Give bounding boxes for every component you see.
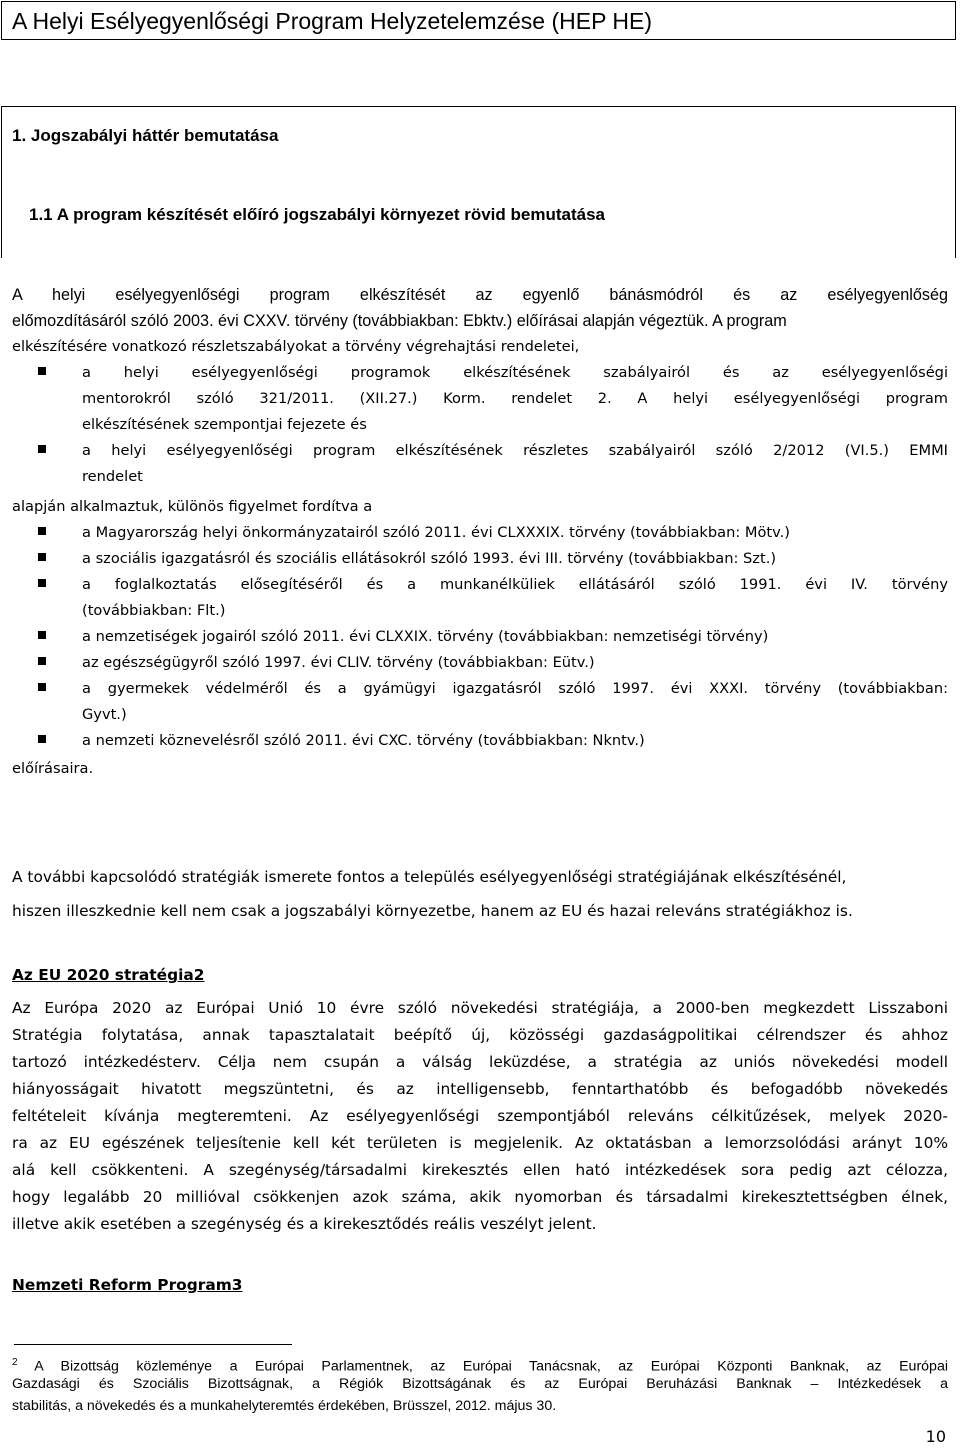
intro-line-1: A helyi esélyegyenlőségi program elkészítését az egyenlő bánásmódról és az esélyegyenlőség — [12, 286, 948, 304]
bullet-b5: az egészségügyről szóló 1997. évi CLIV. törvény (továbbiakban: Eütv.) — [82, 654, 595, 671]
eu2020-line: illetve akik esetében a szegénység és a kirekesztődés reális veszélyt jelent. — [12, 1215, 597, 1233]
page-title: A Helyi Esélyegyenlőségi Program Helyzetelemzése (HEP HE) — [12, 8, 653, 34]
eu2020-line: hogy legalább 20 millióval csökkenjen azok száma, akik nyomorban és társadalmi kirekesztettségben élnek, — [12, 1188, 948, 1206]
bullet-marker — [38, 657, 46, 665]
page-number: 10 — [925, 1427, 946, 1446]
bullet-b6-line-2: Gyvt.) — [82, 706, 127, 723]
bullet-marker — [38, 367, 46, 375]
footnote-line-3: stabilitás, a növekedés és a munkahelyteremtés érdekében, Brüsszel, 2012. május 30. — [12, 1398, 557, 1414]
bullet-b4: a nemzetiségek jogairól szóló 2011. évi CLXXIX. törvény (továbbiakban: nemzetiségi törvény) — [82, 628, 769, 645]
bullet-marker — [38, 579, 46, 587]
bullet-b3-line-1: a foglalkoztatás elősegítéséről és a munkanélküliek ellátásáról szóló 1991. évi IV. törvény — [82, 576, 948, 593]
intro-line-2 — [12, 308, 787, 334]
footnote-line-1-text: A Bizottság közleménye a Európai Parlamentnek, az Európai Tanácsnak, az Európai Központi Banknak, az Európai — [34, 1358, 948, 1375]
eu2020-line: hiányosságait hivatott megszüntetni, és az intelligensebb, fenntarthatóbb és befogadóbb növekedés — [12, 1080, 948, 1098]
eu2020-line: ra az EU egészének teljesítenie kell két területen is megjelenik. Az oktatásban a lemorzsolódási arányt 10% — [12, 1134, 948, 1152]
eu2020-line: Az Európa 2020 az Európai Unió 10 évre szóló növekedési stratégiája, a 2000-ben megkezdett Lisszaboni — [12, 999, 948, 1017]
bullet-marker — [38, 445, 46, 453]
bullet-b3-line-2: (továbbiakban: Flt.) — [82, 602, 226, 619]
section-1-heading: 1. Jogszabályi háttér bemutatása — [12, 126, 279, 145]
bullet-b2: a szociális igazgatásról és szociális ellátásokról szóló 1993. évi III. törvény (továbbiakban: Szt.) — [82, 550, 777, 567]
footnote-marker: 2 — [12, 1357, 18, 1368]
footnote-rule — [14, 1344, 292, 1345]
eu2020-line: tartozó intézkedésterv. Célja nem csupán a válság leküzdése, a stratégia az uniós növekedési modell — [12, 1053, 948, 1071]
mid-text: alapján alkalmaztuk, különös figyelmet fordítva a — [12, 498, 373, 515]
bullet-marker — [38, 553, 46, 561]
strategies-line-1: A további kapcsolódó stratégiák ismerete fontos a település esélyegyenlőségi stratégiájának elkészítésénél, — [12, 868, 847, 886]
bullet-b6-line-1: a gyermekek védelméről és a gyámügyi igazgatásról szóló 1997. évi XXXI. törvény (továbbiakban: — [82, 680, 948, 697]
bullet-marker — [38, 631, 46, 639]
bullet-a1-line-1: a helyi esélyegyenlőségi programok elkészítésének szabályairól és az esélyegyenlőségi — [82, 364, 948, 381]
bullet-b1: a Magyarország helyi önkormányzatairól szóló 2011. évi CLXXXIX. törvény (továbbiakban: Mötv.) — [82, 524, 790, 541]
strategies-line-2: hiszen illeszkednie kell nem csak a jogszabályi környezetbe, hanem az EU és hazai releváns stratégiákhoz is. — [12, 902, 853, 920]
intro-line-2-cont: A program — [712, 312, 787, 330]
nrp-heading: Nemzeti Reform Program3 — [12, 1276, 243, 1294]
bullet-marker — [38, 735, 46, 743]
bullet-marker — [38, 527, 46, 535]
eu2020-line: Stratégia folytatása, annak tapasztalatait beépítő új, közösségi gazdaságpolitikai célrendszer és ahhoz — [12, 1026, 948, 1044]
section-1-1-heading: 1.1 A program készítését előíró jogszabályi környezet rövid bemutatása — [29, 205, 605, 224]
bullet-a2-line-2: rendelet — [82, 468, 143, 485]
closing-text: előírásaira. — [12, 760, 94, 777]
bullet-marker — [38, 683, 46, 691]
intro-line-3: elkészítésére vonatkozó részletszabályokat a törvény végrehajtási rendeletei, — [12, 338, 580, 355]
bullet-a2-line-1: a helyi esélyegyenlőségi program elkészítésének részletes szabályairól szóló 2/2012 (VI.5.) EMMI — [82, 442, 948, 459]
eu2020-line: feltételeit kívánja megteremteni. Az esélyegyenlőségi szempontjából releváns célkitűzések, melyek 2020- — [12, 1107, 948, 1125]
eu2020-heading: Az EU 2020 stratégia2 — [12, 966, 205, 984]
intro-line-2-text: előmozdításáról szóló 2003. évi CXXV. törvény (továbbiakban: Ebktv.) előírásai alapján végeztük. — [12, 312, 709, 330]
eu2020-line: alá kell csökkenteni. A szegénység/társadalmi kirekesztés ellen ható intézkedések sora pedig azt célozza, — [12, 1161, 948, 1179]
footnote-line-2: Gazdasági és Szociális Bizottságnak, a Régiók Bizottságának és az Európai Beruházási Banknak – Intézkedések a — [12, 1376, 948, 1392]
bullet-b7: a nemzeti köznevelésről szóló 2011. évi CXC. törvény (továbbiakban: Nkntv.) — [82, 732, 645, 749]
bullet-a1-line-3: elkészítésének szempontjai fejezete és — [82, 416, 367, 433]
bullet-a1-line-2: mentorokról szóló 321/2011. (XII.27.) Korm. rendelet 2. A helyi esélyegyenlőségi program — [82, 390, 948, 407]
header-box — [1, 1, 956, 40]
